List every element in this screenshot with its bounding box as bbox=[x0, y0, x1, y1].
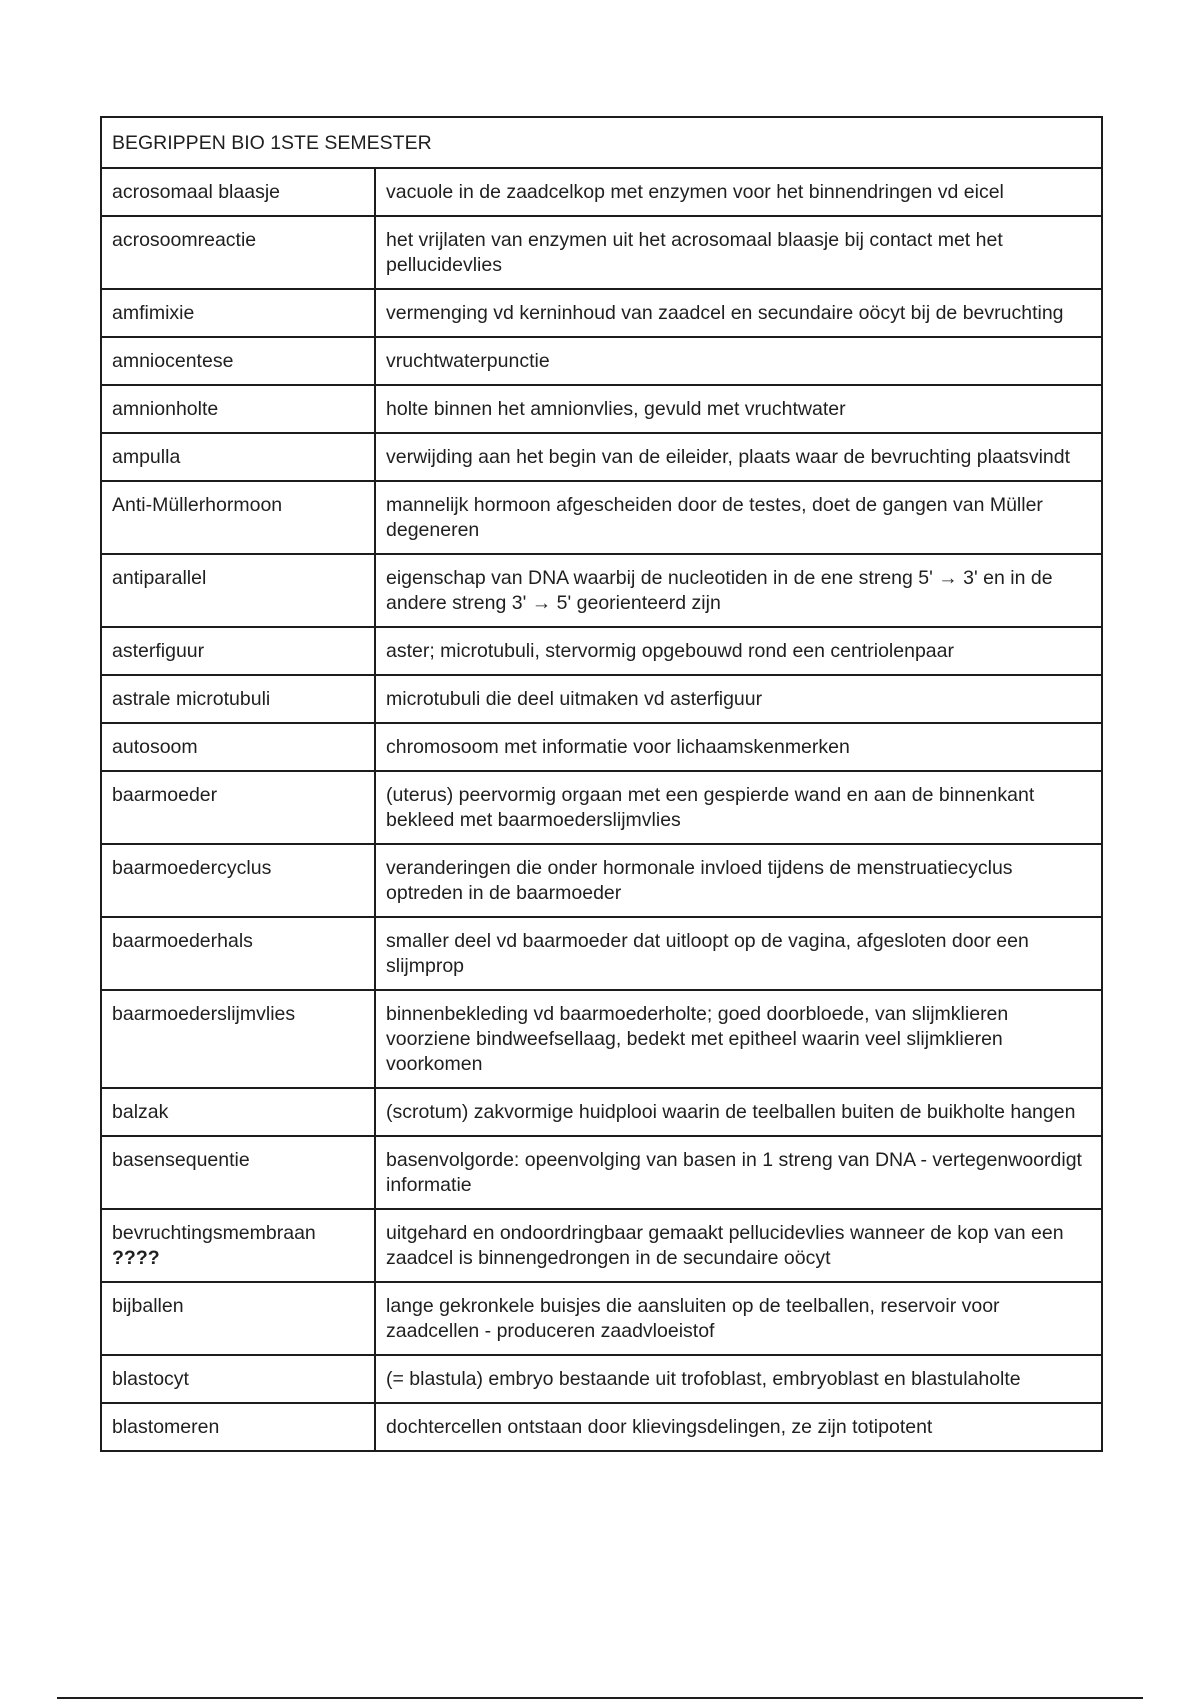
table-row bbox=[101, 917, 1102, 990]
footer-divider bbox=[57, 1697, 1143, 1699]
term-text: bevruchtingsmembraan bbox=[112, 1222, 316, 1244]
table-row bbox=[101, 771, 1102, 844]
table-row bbox=[101, 675, 1102, 723]
term-cell bbox=[101, 844, 375, 917]
term-text: baarmoedercyclus bbox=[112, 857, 272, 879]
table-row bbox=[101, 1088, 1102, 1136]
definition-cell: (scrotum) zakvormige huidplooi waarin de teelballen buiten de buikholte hangen bbox=[375, 1088, 1102, 1136]
definition-cell: dochtercellen ontstaan door klievingsdelingen, ze zijn totipotent bbox=[375, 1403, 1102, 1451]
table-row bbox=[101, 1209, 1102, 1282]
term-cell bbox=[101, 627, 375, 675]
term-cell bbox=[101, 289, 375, 337]
term-text: amniocentese bbox=[112, 350, 234, 372]
table-row bbox=[101, 990, 1102, 1088]
term-cell bbox=[101, 990, 375, 1088]
term-cell bbox=[101, 433, 375, 481]
table-row bbox=[101, 337, 1102, 385]
definition-cell: lange gekronkele buisjes die aansluiten op de teelballen, reservoir voor zaadcellen - produceren zaadvloeistof bbox=[375, 1282, 1102, 1355]
table-row bbox=[101, 216, 1102, 289]
definition-cell: eigenschap van DNA waarbij de nucleotiden in de ene streng 5' → 3' en in de andere streng 3' → 5' georienteerd zijn bbox=[375, 554, 1102, 627]
term-text: astrale microtubuli bbox=[112, 688, 271, 710]
term-note: ???? bbox=[112, 1247, 160, 1269]
definition-cell: mannelijk hormoon afgescheiden door de testes, doet de gangen van Müller degeneren bbox=[375, 481, 1102, 554]
term-text: balzak bbox=[112, 1101, 169, 1123]
term-cell bbox=[101, 168, 375, 216]
term-text: acrosomaal blaasje bbox=[112, 181, 281, 203]
table-row bbox=[101, 433, 1102, 481]
term-cell bbox=[101, 771, 375, 844]
table-title-row bbox=[101, 117, 1102, 168]
definition-cell: smaller deel vd baarmoeder dat uitloopt op de vagina, afgesloten door een slijmprop bbox=[375, 917, 1102, 990]
definition-cell: vruchtwaterpunctie bbox=[375, 337, 1102, 385]
term-cell bbox=[101, 481, 375, 554]
term-text: bijballen bbox=[112, 1295, 184, 1317]
term-cell bbox=[101, 385, 375, 433]
table-row bbox=[101, 1282, 1102, 1355]
term-text: autosoom bbox=[112, 736, 198, 758]
term-text: basensequentie bbox=[112, 1149, 250, 1171]
term-text: baarmoederslijmvlies bbox=[112, 1003, 296, 1025]
definition-cell: vermenging vd kerninhoud van zaadcel en secundaire oöcyt bij de bevruchting bbox=[375, 289, 1102, 337]
term-text: blastocyt bbox=[112, 1368, 189, 1390]
table-row bbox=[101, 554, 1102, 627]
table-row bbox=[101, 1136, 1102, 1209]
table-row bbox=[101, 385, 1102, 433]
definition-cell: binnenbekleding vd baarmoederholte; goed doorbloede, van slijmklieren voorziene bindweefsellaag, bedekt met epitheel waarin veel slijmklieren voorkomen bbox=[375, 990, 1102, 1088]
table-row bbox=[101, 168, 1102, 216]
term-text: Anti-Müllerhormoon bbox=[112, 494, 283, 516]
term-cell bbox=[101, 1355, 375, 1403]
definition-cell: (= blastula) embryo bestaande uit trofoblast, embryoblast en blastulaholte bbox=[375, 1355, 1102, 1403]
term-cell bbox=[101, 1088, 375, 1136]
term-text: amnionholte bbox=[112, 398, 219, 420]
term-text: acrosoomreactie bbox=[112, 229, 257, 251]
glossary-table bbox=[100, 116, 1103, 1452]
table-row bbox=[101, 1355, 1102, 1403]
term-text: ampulla bbox=[112, 446, 181, 468]
table-row bbox=[101, 723, 1102, 771]
definition-cell: (uterus) peervormig orgaan met een gespierde wand en aan de binnenkant bekleed met baarmoederslijmvlies bbox=[375, 771, 1102, 844]
term-cell bbox=[101, 1209, 375, 1282]
definition-cell: aster; microtubuli, stervormig opgebouwd rond een centriolenpaar bbox=[375, 627, 1102, 675]
definition-cell: verwijding aan het begin van de eileider, plaats waar de bevruchting plaatsvindt bbox=[375, 433, 1102, 481]
table-row bbox=[101, 1403, 1102, 1451]
definition-cell: basenvolgorde: opeenvolging van basen in 1 streng van DNA - vertegenwoordigt informatie bbox=[375, 1136, 1102, 1209]
term-cell bbox=[101, 554, 375, 627]
table-row bbox=[101, 481, 1102, 554]
term-cell bbox=[101, 675, 375, 723]
term-text: blastomeren bbox=[112, 1416, 220, 1438]
definition-cell: microtubuli die deel uitmaken vd asterfiguur bbox=[375, 675, 1102, 723]
term-cell bbox=[101, 1136, 375, 1209]
definition-cell: chromosoom met informatie voor lichaamskenmerken bbox=[375, 723, 1102, 771]
definition-cell: holte binnen het amnionvlies, gevuld met vruchtwater bbox=[375, 385, 1102, 433]
term-text: baarmoederhals bbox=[112, 930, 253, 952]
definition-cell: het vrijlaten van enzymen uit het acrosomaal blaasje bij contact met het pellucidevlies bbox=[375, 216, 1102, 289]
table-row bbox=[101, 627, 1102, 675]
term-cell bbox=[101, 1282, 375, 1355]
definition-cell: vacuole in de zaadcelkop met enzymen voor het binnendringen vd eicel bbox=[375, 168, 1102, 216]
table-row bbox=[101, 289, 1102, 337]
document-title: BEGRIPPEN BIO 1STE SEMESTER bbox=[101, 117, 1102, 168]
term-text: baarmoeder bbox=[112, 784, 218, 806]
term-cell bbox=[101, 1403, 375, 1451]
definition-cell: uitgehard en ondoordringbaar gemaakt pellucidevlies wanneer de kop van een zaadcel is binnengedrongen in de secundaire oöcyt bbox=[375, 1209, 1102, 1282]
term-text: antiparallel bbox=[112, 567, 207, 589]
table-row bbox=[101, 844, 1102, 917]
term-cell bbox=[101, 723, 375, 771]
term-cell bbox=[101, 917, 375, 990]
term-cell bbox=[101, 216, 375, 289]
term-text: amfimixie bbox=[112, 302, 195, 324]
definition-cell: veranderingen die onder hormonale invloed tijdens de menstruatiecyclus optreden in de baarmoeder bbox=[375, 844, 1102, 917]
term-cell bbox=[101, 337, 375, 385]
term-text: asterfiguur bbox=[112, 640, 205, 662]
